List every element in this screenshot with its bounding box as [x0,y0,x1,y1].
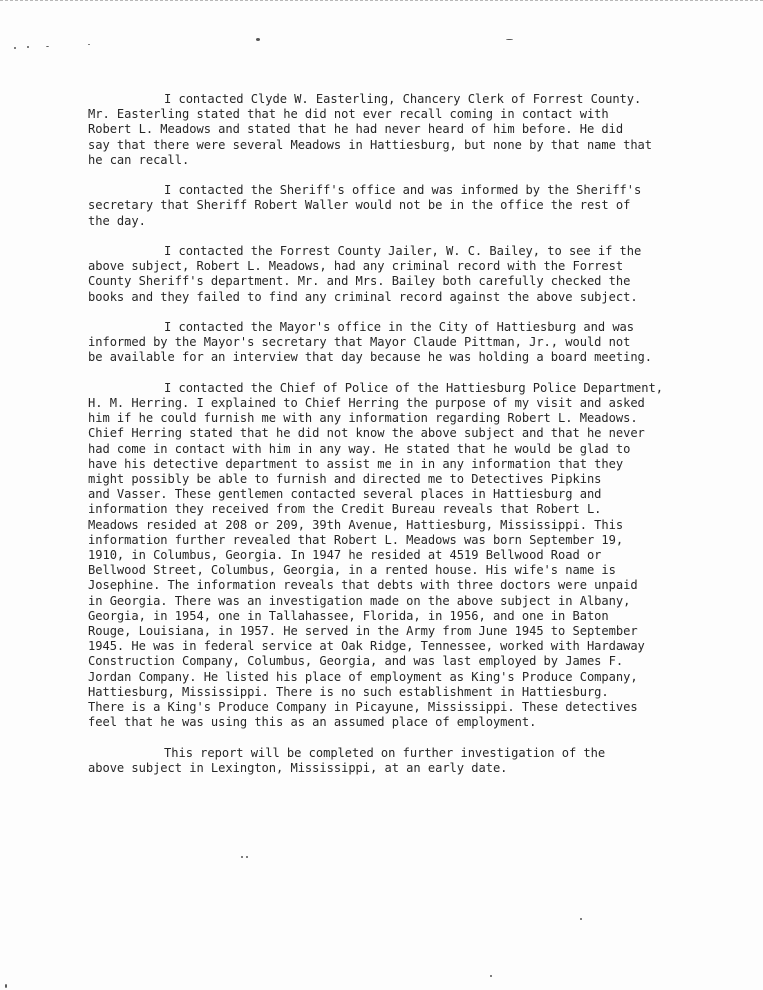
text-line: books and they failed to find any criminal record against the above subject. [88,289,638,304]
text-line: he can recall. [88,152,190,167]
text-line: him if he could furnish me with any information regarding Robert L. Meadows. [88,411,638,426]
paragraph [88,244,688,305]
paragraph [88,92,688,168]
text-line: information further revealed that Robert L. Meadows was born September 19, [88,532,624,547]
text-line: Construction Company, Columbus, Georgia, and was last employed by James F. [88,654,624,669]
text-line: information they received from the Credit Bureau reveals that Robert L. [88,502,602,517]
text-line: in Georgia. There was an investigation made on the above subject in Albany, [88,593,631,608]
text-line: Hattiesburg, Mississippi. There is no such establishment in Hattiesburg. [88,684,609,699]
scan-speck [246,856,248,858]
text-line: This report will be completed on further investigation of the [164,745,606,760]
text-line: informed by the Mayor's secretary that Mayor Claude Pittman, Jr., would not [88,335,631,350]
scan-speck [506,39,513,40]
text-line: Georgia, in 1954, one in Tallahassee, Florida, in 1956, and one in Baton [88,608,609,623]
text-line: above subject in Lexington, Mississippi, at an early date. [88,760,508,775]
text-line: I contacted the Sheriff's office and was informed by the Sheriff's [164,183,642,198]
text-line: 1910, in Columbus, Georgia. In 1947 he resided at 4519 Bellwood Road or [88,548,602,563]
text-line: Josephine. The information reveals that debts with three doctors were unpaid [88,578,638,593]
text-line: and Vasser. These gentlemen contacted several places in Hattiesburg and [88,487,602,502]
text-line: I contacted the Mayor's office in the City of Hattiesburg and was [164,320,635,334]
paragraph [88,746,688,776]
text-line: Mr. Easterling stated that he did not ever recall coming in contact with [88,107,609,122]
text-line: Jordan Company. He listed his place of employment as King's Produce Company, [88,669,638,684]
text-line: the day. [88,213,146,228]
text-line: Bellwood Street, Columbus, Georgia, in a rented house. His wife's name is [88,563,616,578]
scan-speck [46,46,49,47]
text-line: might possibly be able to furnish and directed me to Detectives Pipkins [88,472,602,487]
scan-speck [5,984,7,988]
text-line: have his detective department to assist me in in any information that they [88,456,624,471]
text-line: had come in contact with him in any way. He stated that he would be glad to [88,441,631,456]
text-line: 1945. He was in federal service at Oak Ridge, Tennessee, worked with Hardaway [88,639,645,654]
scan-speck [256,38,260,41]
scan-speck [241,856,243,858]
paragraph [88,320,688,366]
report-body [88,92,688,791]
paragraph [88,183,688,229]
scan-speck [27,46,29,48]
text-line: Chief Herring stated that he did not know the above subject and that he never [88,426,645,441]
scan-speck [580,918,582,920]
text-line: There is a King's Produce Company in Picayune, Mississippi. These detectives [88,700,638,715]
text-line: above subject, Robert L. Meadows, had any criminal record with the Forrest [88,259,624,274]
page-top-edge [0,0,763,5]
text-line: H. M. Herring. I explained to Chief Herring the purpose of my visit and asked [88,396,645,410]
text-line: I contacted the Chief of Police of the Hattiesburg Police Department, [164,380,663,395]
scan-speck [14,47,16,49]
text-line: say that there were several Meadows in Hattiesburg, but none by that name that [88,137,653,152]
text-line: Meadows resided at 208 or 209, 39th Avenue, Hattiesburg, Mississippi. This [88,517,624,532]
paragraph [88,381,688,731]
text-line: Rouge, Louisiana, in 1957. He served in the Army from June 1945 to September [88,624,638,639]
text-line: be available for an interview that day because he was holding a board meeting. [88,350,653,365]
scan-speck [88,44,90,45]
text-line: feel that he was using this as an assumed place of employment. [88,715,537,730]
text-line: I contacted Clyde W. Easterling, Chancery Clerk of Forrest County. [164,92,642,106]
text-line: secretary that Sheriff Robert Waller would not be in the office the rest of [88,198,631,213]
text-line: Robert L. Meadows and stated that he had never heard of him before. He did [88,122,624,137]
text-line: I contacted the Forrest County Jailer, W. C. Bailey, to see if the [164,244,642,258]
text-line: County Sheriff's department. Mr. and Mrs. Bailey both carefully checked the [88,274,631,289]
scan-speck [490,975,492,977]
